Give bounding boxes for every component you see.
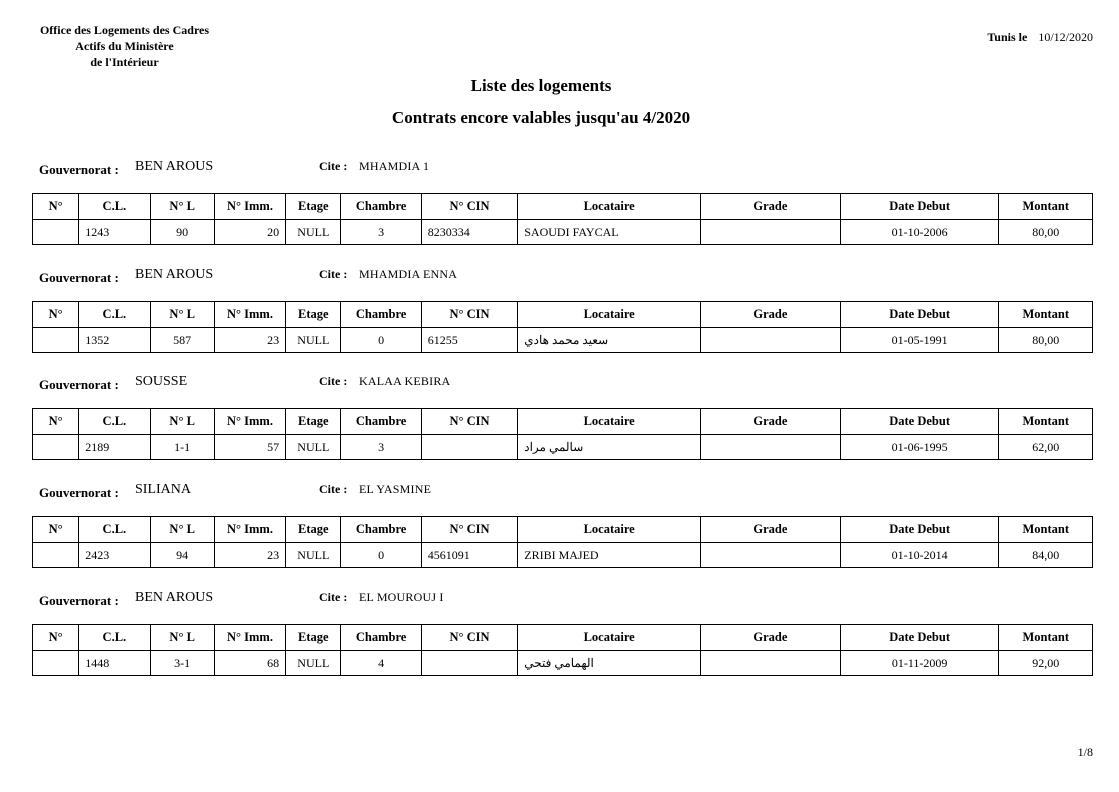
cell-num: [33, 435, 79, 460]
column-header: Etage: [286, 194, 341, 220]
cell-num: [33, 328, 79, 353]
table-header-row: [33, 194, 1093, 220]
cell-imm: 68: [214, 651, 285, 676]
column-header: Chambre: [341, 517, 421, 543]
column-header: N° Imm.: [214, 302, 285, 328]
column-header: Grade: [701, 409, 841, 435]
column-header: C.L.: [79, 517, 150, 543]
cite-label: Cite :: [319, 267, 348, 281]
cell-cl: 2189: [79, 435, 150, 460]
column-header: Grade: [701, 302, 841, 328]
cell-grade: [701, 220, 841, 245]
column-header: Montant: [999, 625, 1093, 651]
column-header: Montant: [999, 517, 1093, 543]
cell-locataire: SAOUDI FAYCAL: [518, 220, 701, 245]
page-number: 1/8: [1077, 745, 1093, 759]
column-header: Date Debut: [840, 194, 999, 220]
cell-cin: 4561091: [421, 543, 517, 568]
cite-label: Cite :: [319, 159, 348, 173]
table-header-row: [33, 517, 1093, 543]
cite-value: MHAMDIA ENNA: [359, 267, 458, 281]
cell-cin: [421, 435, 517, 460]
cite-label: Cite :: [319, 374, 348, 388]
column-header: Etage: [286, 517, 341, 543]
org-line: Office des Logements des Cadres: [39, 23, 210, 37]
cell-num: [33, 543, 79, 568]
cell-locataire: [518, 328, 701, 353]
arabic-name-text: سالمي مراد: [524, 439, 584, 454]
cell-montant: 62,00: [999, 435, 1093, 460]
arabic-name-text: سعيد محمد هادي: [524, 332, 609, 347]
cite-label: Cite :: [319, 482, 348, 496]
cell-montant: 84,00: [999, 543, 1093, 568]
column-header: Grade: [701, 625, 841, 651]
cell-imm: 57: [214, 435, 285, 460]
housing-table: [32, 193, 1093, 245]
column-header: Locataire: [518, 409, 701, 435]
table-header-row: [33, 409, 1093, 435]
column-header: N°: [33, 194, 79, 220]
place-label: Tunis le: [987, 30, 1028, 44]
column-header: N° CIN: [421, 194, 517, 220]
cell-date-debut: 01-06-1995: [840, 435, 999, 460]
column-header: N° CIN: [421, 302, 517, 328]
column-header: N° L: [150, 194, 214, 220]
housing-section: [32, 480, 1093, 562]
column-header: Chambre: [341, 409, 421, 435]
column-header: N°: [33, 517, 79, 543]
cell-locataire: [518, 435, 701, 460]
cell-nl: 587: [150, 328, 214, 353]
column-header: Etage: [286, 302, 341, 328]
cell-locataire: ZRIBI MAJED: [518, 543, 701, 568]
cell-cl: 1448: [79, 651, 150, 676]
column-header: Date Debut: [840, 625, 999, 651]
cell-nl: 90: [150, 220, 214, 245]
section-header: [32, 265, 1093, 289]
cell-locataire: [518, 651, 701, 676]
gouvernorat-label: Gouvernorat :: [39, 485, 119, 500]
column-header: Locataire: [518, 194, 701, 220]
column-header: N° CIN: [421, 409, 517, 435]
column-header: N°: [33, 409, 79, 435]
page-title: Liste des logements: [470, 76, 612, 95]
cell-grade: [701, 543, 841, 568]
gouvernorat-value: SOUSSE: [135, 374, 188, 389]
cell-cin: [421, 651, 517, 676]
table-row: [33, 220, 1093, 245]
cell-date-debut: 01-05-1991: [840, 328, 999, 353]
cell-num: [33, 651, 79, 676]
cell-imm: 20: [214, 220, 285, 245]
cite-value: EL MOUROUJ I: [359, 590, 444, 604]
gouvernorat-value: BEN AROUS: [135, 159, 214, 174]
housing-section: [32, 157, 1093, 239]
cite-value: MHAMDIA 1: [359, 159, 430, 173]
table-header-row: [33, 302, 1093, 328]
column-header: Chambre: [341, 302, 421, 328]
column-header: N° Imm.: [214, 625, 285, 651]
column-header: N° L: [150, 409, 214, 435]
cell-etage: NULL: [286, 543, 341, 568]
column-header: N° Imm.: [214, 517, 285, 543]
column-header: Date Debut: [840, 409, 999, 435]
cell-etage: NULL: [286, 328, 341, 353]
housing-table: [32, 301, 1093, 353]
cell-grade: [701, 328, 841, 353]
org-line: de l'Intérieur: [90, 55, 159, 69]
table-row: [33, 543, 1093, 568]
cell-etage: NULL: [286, 435, 341, 460]
cell-montant: 80,00: [999, 328, 1093, 353]
page-subtitle: Contrats encore valables jusqu'au 4/2020: [391, 108, 691, 127]
column-header: Montant: [999, 194, 1093, 220]
column-header: Grade: [701, 194, 841, 220]
housing-table: [32, 624, 1093, 676]
column-header: Grade: [701, 517, 841, 543]
gouvernorat-label: Gouvernorat :: [39, 270, 119, 285]
cite-value: KALAA KEBIRA: [359, 374, 451, 388]
cell-chambre: 4: [341, 651, 421, 676]
column-header: N°: [33, 625, 79, 651]
column-header: Etage: [286, 625, 341, 651]
cell-cl: 1243: [79, 220, 150, 245]
column-header: Locataire: [518, 302, 701, 328]
cell-chambre: 0: [341, 328, 421, 353]
organization-name: [22, 22, 227, 70]
column-header: C.L.: [79, 625, 150, 651]
column-header: C.L.: [79, 194, 150, 220]
table-row: [33, 435, 1093, 460]
cell-imm: 23: [214, 328, 285, 353]
column-header: Date Debut: [840, 302, 999, 328]
cell-date-debut: 01-10-2014: [840, 543, 999, 568]
gouvernorat-label: Gouvernorat :: [39, 593, 119, 608]
section-header: [32, 480, 1093, 504]
cell-imm: 23: [214, 543, 285, 568]
section-header: [32, 157, 1093, 181]
cell-etage: NULL: [286, 220, 341, 245]
housing-section: [32, 372, 1093, 454]
cell-cin: 8230334: [421, 220, 517, 245]
column-header: Date Debut: [840, 517, 999, 543]
column-header: Locataire: [518, 517, 701, 543]
cell-nl: 3-1: [150, 651, 214, 676]
column-header: N°: [33, 302, 79, 328]
cell-nl: 94: [150, 543, 214, 568]
arabic-name-text: الهمامي فتحي: [524, 655, 594, 670]
cell-cl: 1352: [79, 328, 150, 353]
gouvernorat-label: Gouvernorat :: [39, 377, 119, 392]
column-header: N° L: [150, 302, 214, 328]
cell-nl: 1-1: [150, 435, 214, 460]
cell-montant: 80,00: [999, 220, 1093, 245]
cell-num: [33, 220, 79, 245]
cell-date-debut: 01-11-2009: [840, 651, 999, 676]
cell-etage: NULL: [286, 651, 341, 676]
section-header: [32, 588, 1093, 612]
column-header: N° L: [150, 517, 214, 543]
section-header: [32, 372, 1093, 396]
cell-grade: [701, 651, 841, 676]
column-header: N° CIN: [421, 625, 517, 651]
column-header: N° Imm.: [214, 409, 285, 435]
report-date-block: [987, 30, 1093, 45]
column-header: C.L.: [79, 302, 150, 328]
cell-grade: [701, 435, 841, 460]
cell-cl: 2423: [79, 543, 150, 568]
housing-section: [32, 265, 1093, 347]
cell-date-debut: 01-10-2006: [840, 220, 999, 245]
housing-table: [32, 408, 1093, 460]
column-header: Etage: [286, 409, 341, 435]
column-header: Chambre: [341, 194, 421, 220]
table-header-row: [33, 625, 1093, 651]
housing-section: [32, 588, 1093, 670]
column-header: C.L.: [79, 409, 150, 435]
org-line: Actifs du Ministère: [75, 39, 174, 53]
gouvernorat-value: BEN AROUS: [135, 267, 214, 282]
table-row: [33, 328, 1093, 353]
column-header: Locataire: [518, 625, 701, 651]
column-header: Montant: [999, 302, 1093, 328]
column-header: N° L: [150, 625, 214, 651]
cell-chambre: 3: [341, 220, 421, 245]
cell-chambre: 3: [341, 435, 421, 460]
gouvernorat-label: Gouvernorat :: [39, 162, 119, 177]
cell-chambre: 0: [341, 543, 421, 568]
table-row: [33, 651, 1093, 676]
cite-value: EL YASMINE: [359, 482, 432, 496]
cite-label: Cite :: [319, 590, 348, 604]
column-header: Montant: [999, 409, 1093, 435]
column-header: Chambre: [341, 625, 421, 651]
gouvernorat-value: SILIANA: [135, 482, 191, 497]
column-header: N° CIN: [421, 517, 517, 543]
column-header: N° Imm.: [214, 194, 285, 220]
gouvernorat-value: BEN AROUS: [135, 590, 214, 605]
housing-table: [32, 516, 1093, 568]
cell-cin: 61255: [421, 328, 517, 353]
cell-montant: 92,00: [999, 651, 1093, 676]
report-date: 10/12/2020: [1038, 30, 1093, 44]
